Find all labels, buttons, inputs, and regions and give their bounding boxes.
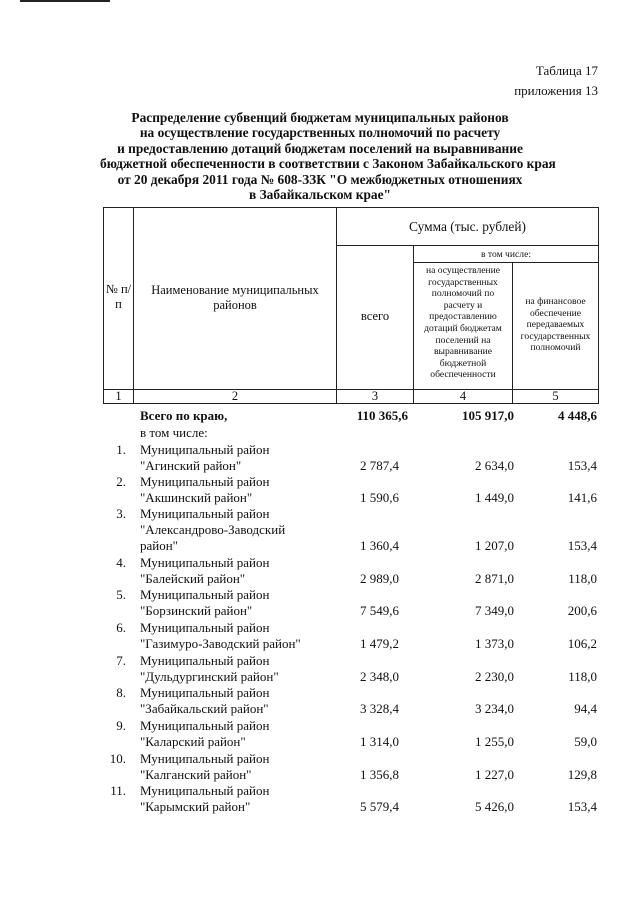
col-header-including: в том числе: bbox=[480, 249, 531, 260]
col-header-sub1: на осуществление государственных полномочий по расчету и предоставлению дотаций бюджетам поселений на выравнивание бюджетной обеспеченности bbox=[424, 265, 502, 381]
row-number: 5. bbox=[116, 587, 126, 602]
row-value-total: 1 360,4 bbox=[360, 538, 399, 553]
col-header-sum: Сумма (тыс. рублей) bbox=[409, 219, 526, 234]
col-header-number: № п/п bbox=[105, 282, 132, 311]
grid-line bbox=[598, 207, 599, 404]
col-header-sub2: на финансовое обеспечение передаваемых государственных полномочий bbox=[520, 296, 591, 354]
row-value-sub1: 1 207,0 bbox=[475, 538, 514, 553]
row-value-sub1: 1 255,0 bbox=[475, 734, 514, 749]
row-name-line1: Муниципальный район bbox=[140, 506, 270, 521]
row-number: 4. bbox=[116, 555, 126, 570]
row-value-sub2: 118,0 bbox=[568, 669, 597, 684]
row-number: 10. bbox=[109, 751, 126, 766]
row-number: 7. bbox=[116, 653, 126, 668]
row-name-line2: "Балейский район" bbox=[140, 571, 246, 586]
row-value-sub2: 106,2 bbox=[567, 636, 597, 651]
row-name-line2: "Каларский район" bbox=[140, 734, 246, 749]
row-name-line2: "Забайкальский район" bbox=[140, 701, 269, 716]
row-name-line1: Муниципальный район bbox=[140, 718, 270, 733]
row-name-line1: Муниципальный район bbox=[140, 587, 270, 602]
col-number: 3 bbox=[371, 389, 379, 403]
col-number: 1 bbox=[115, 389, 122, 403]
grid-line bbox=[336, 207, 337, 404]
title-line: в Забайкальском крае" bbox=[249, 187, 391, 203]
title-line: от 20 декабря 2011 года № 608-ЗЗК "О межбюджетных отношениях bbox=[117, 171, 523, 187]
total-value-sub2: 4 448,6 bbox=[558, 408, 597, 423]
row-value-total: 1 479,2 bbox=[360, 636, 399, 651]
row-name-line1: Муниципальный район bbox=[140, 783, 270, 798]
row-value-total: 7 549,6 bbox=[360, 603, 399, 618]
row-name-line1: Муниципальный район bbox=[140, 653, 270, 668]
row-name-line2: "Александрово-Заводский bbox=[140, 522, 286, 537]
row-name-line1: Муниципальный район bbox=[140, 685, 270, 700]
row-value-sub1: 1 373,0 bbox=[475, 636, 514, 651]
row-value-total: 1 314,0 bbox=[360, 734, 399, 749]
grid-line bbox=[512, 262, 513, 404]
row-number: 3. bbox=[116, 506, 126, 521]
row-value-sub2: 129,8 bbox=[567, 767, 597, 782]
col-number: 5 bbox=[552, 389, 559, 403]
row-value-sub2: 153,4 bbox=[567, 538, 597, 553]
row-value-total: 2 348,0 bbox=[360, 669, 399, 684]
top-rule bbox=[20, 0, 110, 2]
row-number: 8. bbox=[116, 685, 126, 700]
row-name-line2: "Калганский район" bbox=[140, 767, 252, 782]
col-number: 2 bbox=[231, 389, 239, 403]
row-value-total: 5 579,4 bbox=[360, 799, 399, 814]
row-name-line1: Муниципальный район bbox=[140, 442, 270, 457]
row-value-sub1: 2 634,0 bbox=[475, 458, 514, 473]
title-line: и предоставлению дотаций бюджетам поселений на выравнивание bbox=[117, 140, 523, 156]
row-value-sub1: 1 227,0 bbox=[475, 767, 514, 782]
grid-line bbox=[103, 207, 599, 208]
row-number: 6. bbox=[116, 620, 126, 635]
row-name-line2: "Акшинский район" bbox=[140, 490, 253, 505]
row-value-sub2: 59,0 bbox=[574, 734, 597, 749]
row-number: 2. bbox=[116, 474, 126, 489]
row-value-sub2: 200,6 bbox=[567, 603, 597, 618]
row-name-line2: "Дульдургинский район" bbox=[140, 669, 279, 684]
row-name-line2: "Агинский район" bbox=[140, 458, 242, 473]
row-value-total: 1 590,6 bbox=[360, 490, 399, 505]
grid-line bbox=[336, 245, 599, 246]
row-name-line1: Муниципальный район bbox=[140, 474, 270, 489]
row-value-total: 2 787,4 bbox=[360, 458, 399, 473]
grid-line bbox=[413, 245, 414, 404]
row-name-line3: район" bbox=[140, 538, 178, 553]
total-value-sub1: 105 917,0 bbox=[462, 408, 514, 423]
total-sub-label: в том числе: bbox=[140, 425, 208, 440]
row-name-line1: Муниципальный район bbox=[140, 620, 270, 635]
row-value-sub2: 153,4 bbox=[567, 799, 597, 814]
row-value-sub2: 94,4 bbox=[574, 701, 597, 716]
title-line: бюджетной обеспеченности в соответствии с Законом Забайкальского края bbox=[100, 156, 556, 172]
row-number: 11. bbox=[110, 783, 126, 798]
table-label: Таблица 17 bbox=[535, 63, 598, 78]
row-value-total: 3 328,4 bbox=[360, 701, 399, 716]
row-value-sub2: 153,4 bbox=[567, 458, 597, 473]
row-name-line1: Муниципальный район bbox=[140, 751, 270, 766]
col-header-name: Наименование муниципальных районов bbox=[151, 283, 319, 312]
row-value-sub1: 2 230,0 bbox=[475, 669, 514, 684]
row-value-sub1: 1 449,0 bbox=[475, 490, 514, 505]
col-header-total: всего bbox=[360, 309, 390, 323]
document-title bbox=[100, 110, 556, 203]
total-label: Всего по краю, bbox=[140, 408, 228, 423]
row-name-line2: "Борзинский район" bbox=[140, 603, 253, 618]
grid-line bbox=[133, 207, 134, 404]
grid-line bbox=[413, 262, 599, 263]
row-value-sub2: 118,0 bbox=[568, 571, 597, 586]
total-value-all: 110 365,6 bbox=[356, 408, 408, 423]
appendix-label: приложения 13 bbox=[514, 83, 598, 98]
row-name-line1: Муниципальный район bbox=[140, 555, 270, 570]
row-name-line2: "Карымский район" bbox=[140, 799, 251, 814]
row-number: 1. bbox=[116, 442, 126, 457]
row-number: 9. bbox=[116, 718, 126, 733]
row-value-total: 2 989,0 bbox=[360, 571, 399, 586]
row-value-total: 1 356,8 bbox=[360, 767, 399, 782]
row-value-sub1: 2 871,0 bbox=[475, 571, 514, 586]
row-value-sub2: 141,6 bbox=[567, 490, 597, 505]
row-value-sub1: 3 234,0 bbox=[475, 701, 514, 716]
row-value-sub1: 7 349,0 bbox=[475, 603, 514, 618]
title-line: на осуществление государственных полномочий по расчету bbox=[139, 125, 501, 141]
col-number: 4 bbox=[459, 389, 467, 403]
row-value-sub1: 5 426,0 bbox=[475, 799, 514, 814]
row-name-line2: "Газимуро-Заводский район" bbox=[140, 636, 301, 651]
title-line: Распределение субвенций бюджетам муниципальных районов bbox=[131, 110, 509, 125]
